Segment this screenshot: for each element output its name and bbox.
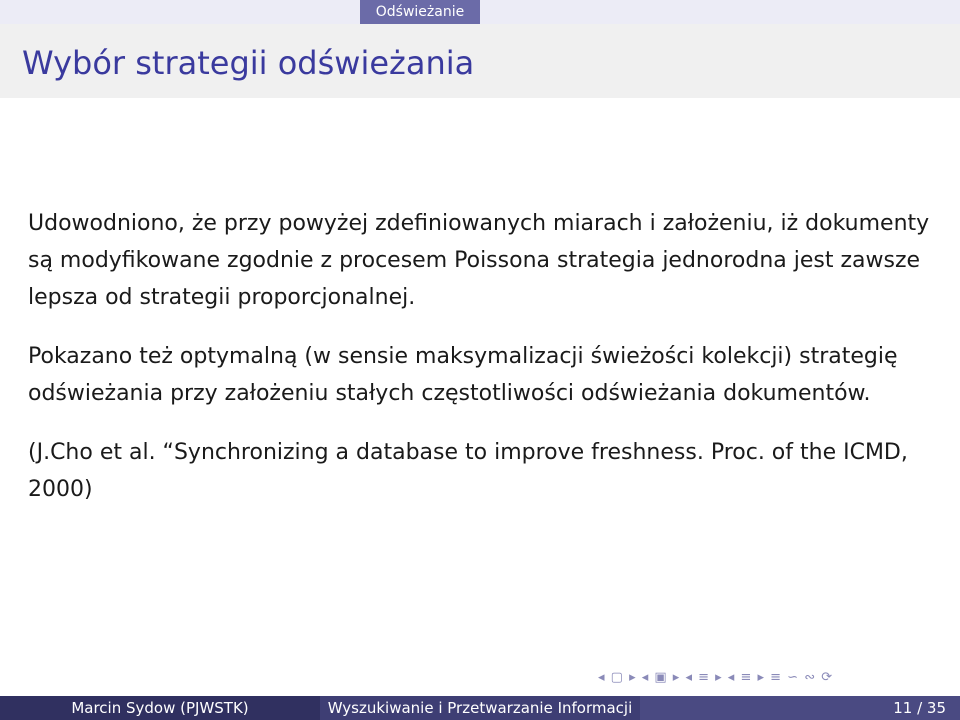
section-navigation-bar [0,0,960,24]
section-tab-active[interactable]: Odświeżanie [360,0,480,24]
beamer-navigation-icons[interactable]: ◂ ▢ ▸ ◂ ▣ ▸ ◂ ≡ ▸ ◂ ≡ ▸ ≡ ∽ ∾ ⟳ [598,670,834,685]
footer-author: Marcin Sydow (PJWSTK) [0,696,320,720]
footer-title: Wyszukiwanie i Przetwarzanie Informacji [320,696,640,720]
page-number: 11 / 35 [893,699,946,717]
paragraph-citation: (J.Cho et al. “Synchronizing a database to improve freshness. Proc. of the ICMD, 2000) [28,440,908,502]
slide-title: Wybór strategii odświeżania [22,44,475,82]
paragraph-proof: Udowodniono, że przy powyżej zdefiniowanych miarach i założeniu, iż dokumenty są modyfikowane zgodnie z procesem Poissona strategia jednorodna jest zawsze lepsza od strategii proporcjonalnej. [28,211,930,310]
slide-title-bar [0,24,960,98]
slide-footer [0,696,960,720]
slide-content [28,205,948,530]
footer-page-box [640,696,960,720]
paragraph-optimal-strategy: Pokazano też optymalną (w sensie maksymalizacji świeżości kolekcji) strategię odświeżania przy założeniu stałych częstotliwości odświeżania dokumentów. [28,344,898,406]
